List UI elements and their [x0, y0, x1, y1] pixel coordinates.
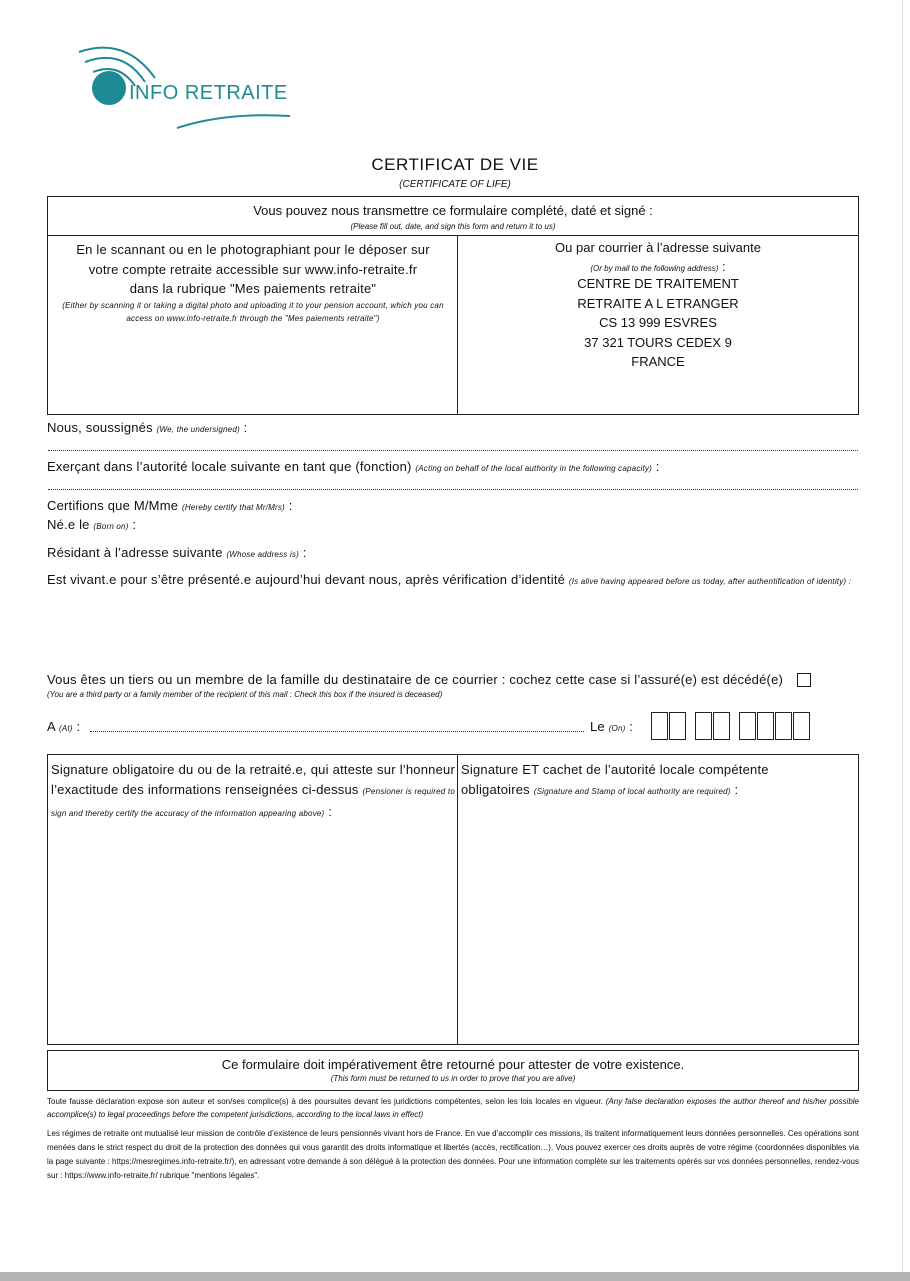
logo-text: INFO RETRAITE	[129, 82, 288, 104]
pensioner-signature-area[interactable]: Signature obligatoire du ou de la retraité.e, qui atteste sur l’honneur l’exactitude des informations renseignées ci-dessus (Pensioner is required to sign and thereby certify the accuracy of the information appearing above) :	[51, 762, 455, 819]
exercant-input-line[interactable]	[48, 489, 858, 490]
info-retraite-logo	[75, 38, 305, 133]
field-address: Résidant à l’adresse suivante (Whose address is) :	[47, 545, 307, 560]
field-third-party-en: (You are a third party or a family member of the recipient of this mail : Check this box if the insured is deceased)	[47, 690, 443, 699]
field-alive: Est vivant.e pour s’être présenté.e aujourd’hui devant nous, après vérification d’identité (Is alive having appeared before us today, after authentification of identity) :	[47, 572, 852, 587]
authority-signature-area[interactable]: Signature ET cachet de l’autorité locale compétente obligatoires (Signature and Stamp of local authority are required) :	[461, 762, 769, 797]
field-nous: Nous, soussignés (We, the undersigned) :	[47, 420, 248, 435]
upload-line-en: (Either by scanning it or taking a digital photo and uploading it to your pension account, which you can access on www.info-retraite.fr through the "Mes paiements retraite")	[62, 300, 444, 323]
upload-line: En le scannant ou en le photographiant pour le déposer sur	[76, 242, 430, 257]
address-line: 37 321 TOURS CEDEX 9	[584, 334, 732, 350]
field-born-on: Né.e le (Born on) :	[47, 517, 137, 532]
mail-address: Ou par courrier à l’adresse suivante (Or by mail to the following address) : CENTRE DE TRAITEMENT RETRAITE A L ETRANGER CS 13 999 ESVRES 37 321 TOURS CEDEX 9 FRANCE	[458, 240, 858, 372]
privacy-notice: Les régimes de retraite ont mutualisé leur mission de contrôle d’existence de leurs pensionnés vivant hors de France. En vue d’accomplir ces missions, ils traitent informatiquement leurs données personnelles. Ces opérations sont menées dans le strict respect du droit de la protection des données qui vous garantit des droits informatique et libertés (accès, rectification…). Vous pouvez exercer ces droits auprès de votre régime (coordonnées disponibles via la page suivante : https://mesregimes.info-retraite.fr/), en adressant votre demande à son délégué à la protection des données. Pour une information complète sur les traitements opérés sur vos données personnelles, rendez-vous sur : https://www.info-retraite.fr/ rubrique "mentions légales".	[47, 1129, 859, 1180]
page-title: CERTIFICAT DE VIE	[371, 155, 539, 174]
field-third-party: Vous êtes un tiers ou un membre de la famille du destinataire de ce courrier : cochez cette case si l’assuré(e) est décédé(e)	[47, 672, 784, 687]
field-exercant: Exerçant dans l’autorité locale suivante en tant que (fonction) (Acting on behalf of the local authority in the following capacity) :	[47, 459, 660, 474]
return-notice-box	[47, 1050, 859, 1091]
signature-box	[47, 754, 859, 1045]
address-line: CS 13 999 ESVRES	[599, 315, 717, 330]
upload-line: votre compte retraite accessible sur www.info-retraite.fr	[88, 261, 418, 277]
transmit-heading-en: (Please fill out, date, and sign this form and return it to us)	[350, 222, 556, 231]
upload-instructions	[50, 240, 456, 325]
field-on: Le (On) :	[590, 719, 634, 734]
address-line: RETRAITE A L ETRANGER	[577, 295, 739, 311]
scroll-edge	[0, 1272, 910, 1281]
transmit-heading: Vous pouvez nous transmettre ce formulaire complété, daté et signé :	[253, 203, 653, 218]
nous-input-line[interactable]	[48, 450, 858, 451]
address-line: FRANCE	[631, 354, 685, 369]
mail-heading: Ou par courrier à l’adresse suivante	[555, 240, 761, 255]
date-input-boxes[interactable]	[651, 712, 811, 740]
page-subtitle: (CERTIFICATE OF LIFE)	[399, 179, 511, 190]
mail-heading-en: (Or by mail to the following address)	[590, 264, 719, 273]
transmit-box	[47, 196, 859, 415]
place-input-line[interactable]	[90, 731, 584, 732]
field-at: A (At) :	[47, 719, 81, 734]
field-certifions: Certifions que M/Mme (Hereby certify that Mr/Mrs) :	[47, 498, 293, 513]
false-declaration-warning: Toute fausse déclaration expose son auteur et son/ses complice(s) à des poursuites devant les juridictions compétentes, selon les lois locales en vigueur. (Any false declaration exposes the author thereof and his/her possible accomplice(s) to legal proceedings before the competent jurisdictions, according to the local laws in effect)	[47, 1097, 859, 1119]
deceased-checkbox[interactable]	[797, 673, 811, 687]
return-notice: Ce formulaire doit impérativement être retourné pour attester de votre existence.	[221, 1057, 685, 1072]
address-line: CENTRE DE TRAITEMENT	[577, 276, 739, 291]
upload-line: dans la rubrique "Mes paiements retraite"	[129, 281, 377, 296]
return-notice-en: (This form must be returned to us in order to prove that you are alive)	[330, 1074, 576, 1083]
